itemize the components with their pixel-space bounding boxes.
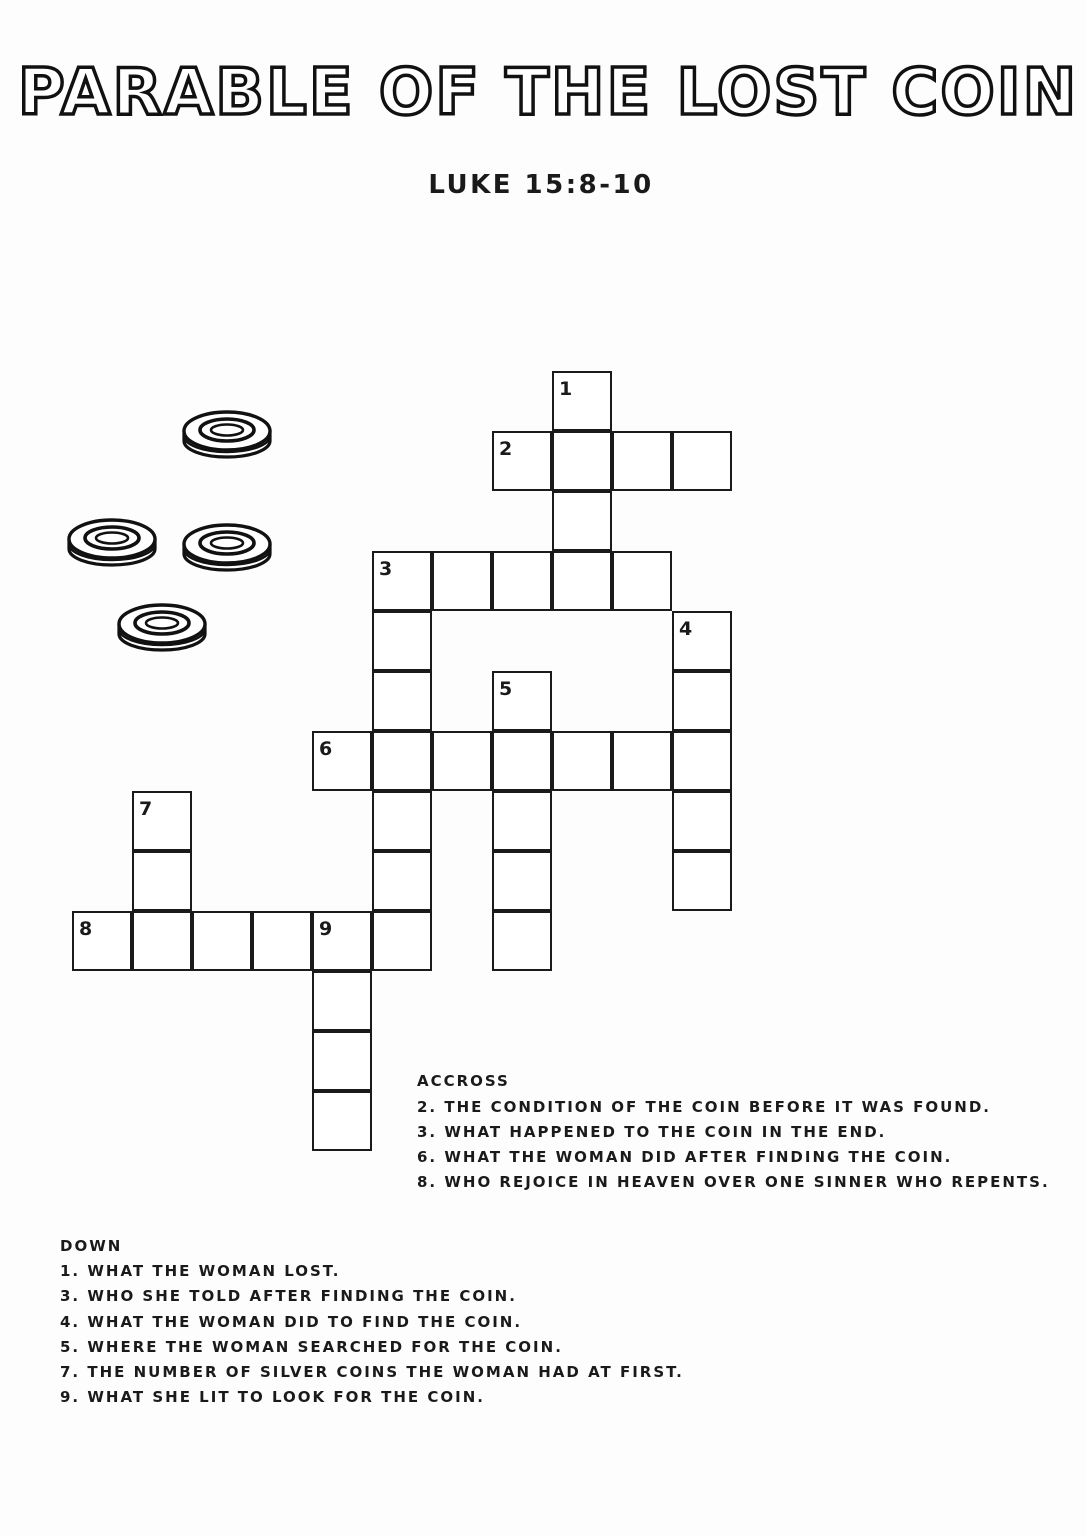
down-heading: DOWN <box>60 1237 123 1255</box>
crossword-cell[interactable] <box>372 671 432 731</box>
across-clue: 6. WHAT THE WOMAN DID AFTER FINDING THE COIN. <box>417 1148 953 1167</box>
crossword-cell[interactable] <box>672 611 732 671</box>
crossword-cell[interactable] <box>492 731 552 791</box>
crossword-cell[interactable] <box>492 551 552 611</box>
down-clue: 7. THE NUMBER OF SILVER COINS THE WOMAN HAD AT FIRST. <box>60 1363 684 1382</box>
crossword-cell[interactable] <box>372 791 432 851</box>
crossword-cell[interactable] <box>372 611 432 671</box>
crossword-cell[interactable] <box>612 431 672 491</box>
clue-number: 3 <box>379 558 393 580</box>
crossword-cell[interactable] <box>132 791 192 851</box>
down-clue: 5. WHERE THE WOMAN SEARCHED FOR THE COIN. <box>60 1337 563 1356</box>
down-clues <box>60 1233 684 1411</box>
crossword-cell[interactable] <box>552 431 612 491</box>
crossword-cell[interactable] <box>372 551 432 611</box>
down-clue: 3. WHO SHE TOLD AFTER FINDING THE COIN. <box>60 1287 517 1306</box>
page-subtitle: LUKE 15:8-10 <box>428 170 654 200</box>
crossword-cell[interactable] <box>252 911 312 971</box>
crossword-cell[interactable] <box>372 851 432 911</box>
crossword-cell[interactable] <box>312 911 372 971</box>
clue-number: 1 <box>559 378 573 400</box>
crossword-cell[interactable] <box>552 371 612 431</box>
clue-number: 8 <box>79 918 93 940</box>
down-clue: 1. WHAT THE WOMAN LOST. <box>60 1262 341 1280</box>
across-clues <box>417 1069 1050 1196</box>
across-clue: 2. THE CONDITION OF THE COIN BEFORE IT WAS FOUND. <box>417 1097 992 1116</box>
crossword-cell[interactable] <box>312 1091 372 1151</box>
crossword-cell[interactable] <box>672 731 732 791</box>
across-clue: 8. WHO REJOICE IN HEAVEN OVER ONE SINNER WHO REPENTS. <box>417 1173 1050 1192</box>
clue-number: 6 <box>319 738 333 760</box>
crossword-cell[interactable] <box>132 911 192 971</box>
crossword-cell[interactable] <box>552 491 612 551</box>
crossword-cell[interactable] <box>672 851 732 911</box>
crossword-cell[interactable] <box>552 551 612 611</box>
across-clue: 3. WHAT HAPPENED TO THE COIN IN THE END. <box>417 1122 887 1141</box>
crossword-cell[interactable] <box>372 731 432 791</box>
crossword-cell[interactable] <box>492 851 552 911</box>
crossword-cell[interactable] <box>132 851 192 911</box>
crossword-cell[interactable] <box>612 731 672 791</box>
clue-number: 4 <box>679 618 693 640</box>
crossword-cell[interactable] <box>492 791 552 851</box>
crossword-cell[interactable] <box>432 731 492 791</box>
clue-number: 7 <box>139 798 153 820</box>
clue-number: 9 <box>319 918 333 940</box>
crossword-cell[interactable] <box>552 731 612 791</box>
clue-number: 5 <box>499 678 513 700</box>
crossword-cell[interactable] <box>312 1031 372 1091</box>
down-clue: 4. WHAT THE WOMAN DID TO FIND THE COIN. <box>60 1312 523 1331</box>
crossword-cell[interactable] <box>192 911 252 971</box>
clue-number: 2 <box>499 438 513 460</box>
crossword-cell[interactable] <box>72 911 132 971</box>
crossword-cell[interactable] <box>312 971 372 1031</box>
crossword-cell[interactable] <box>492 671 552 731</box>
crossword-cell[interactable] <box>612 551 672 611</box>
crossword-cell[interactable] <box>492 431 552 491</box>
crossword-cell[interactable] <box>672 431 732 491</box>
crossword-cell[interactable] <box>492 911 552 971</box>
crossword-cell[interactable] <box>672 791 732 851</box>
crossword-cell[interactable] <box>372 911 432 971</box>
page-title-text: PARABLE OF THE LOST COIN <box>17 56 1079 130</box>
crossword-cell[interactable] <box>432 551 492 611</box>
crossword-cell[interactable] <box>312 731 372 791</box>
crossword-cell[interactable] <box>672 671 732 731</box>
across-heading: ACCROSS <box>417 1072 510 1090</box>
down-clue: 9. WHAT SHE LIT TO LOOK FOR THE COIN. <box>60 1388 485 1407</box>
